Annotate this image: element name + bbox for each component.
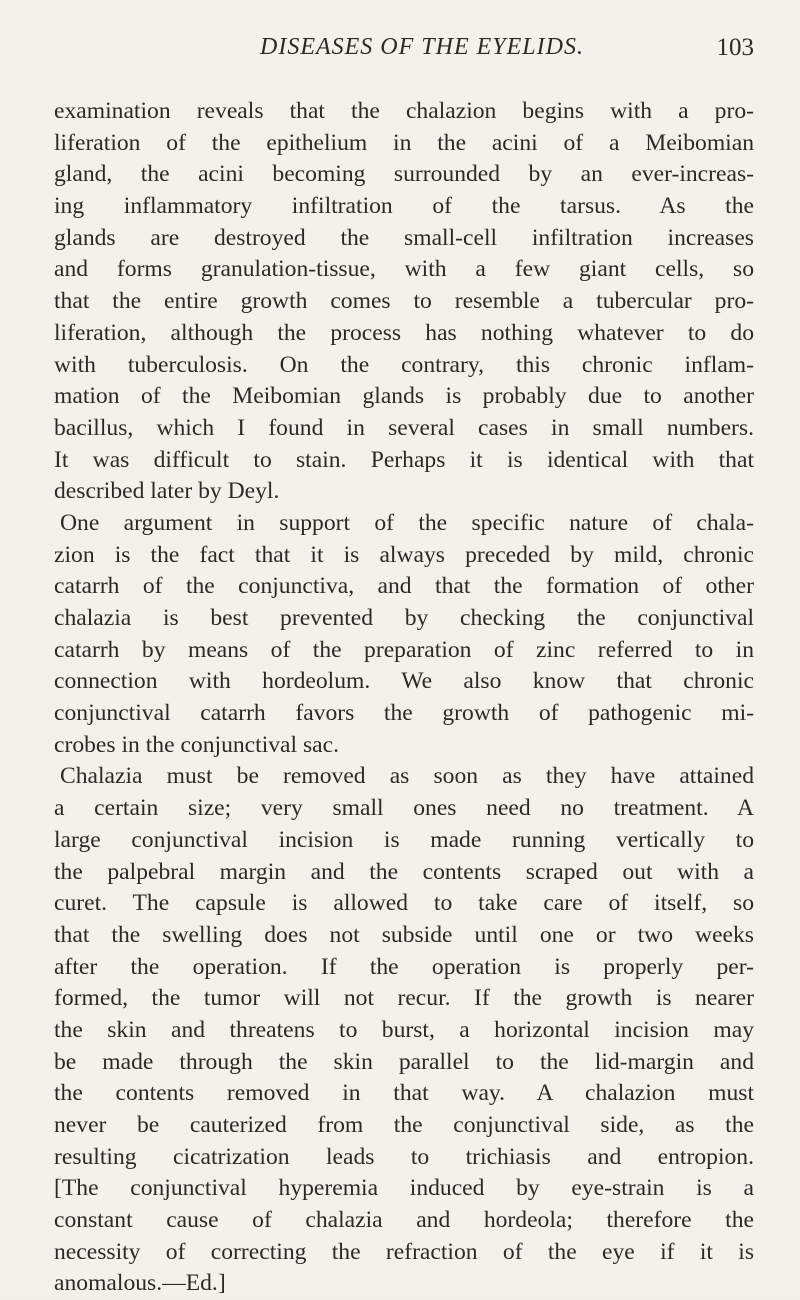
text-line: catarrh by means of the preparation of zinc referred to in xyxy=(54,636,754,663)
body-text xyxy=(54,96,754,1300)
text-line: mation of the Meibomian glands is probably due to another xyxy=(54,383,754,410)
page-number: 103 xyxy=(716,34,754,61)
text-line: One argument in support of the specific nature of chala- xyxy=(60,509,754,536)
text-line: glands are destroyed the small-cell infiltration increases xyxy=(54,224,754,251)
text-line: gland, the acini becoming surrounded by an ever-increas- xyxy=(54,161,754,188)
text-line: described later by Deyl. xyxy=(54,478,280,505)
running-head xyxy=(54,34,754,68)
text-line: a certain size; very small ones need no treatment. A xyxy=(54,795,754,822)
text-line: never be cauterized from the conjunctival side, as the xyxy=(54,1112,754,1138)
text-line: formed, the tumor will not recur. If the growth is nearer xyxy=(54,985,754,1012)
text-line: liferation of the epithelium in the acini of a Meibomian xyxy=(54,129,754,156)
text-line: catarrh of the conjunctiva, and that the formation of other xyxy=(54,573,754,600)
text-line: after the operation. If the operation is properly per- xyxy=(54,953,754,980)
text-line: the skin and threatens to burst, a horizontal incision may xyxy=(54,1016,754,1043)
text-line: that the swelling does not subside until one or two weeks xyxy=(54,921,754,948)
text-line: examination reveals that the chalazion begins with a pro- xyxy=(54,98,754,124)
text-line: be made through the skin parallel to the lid-margin and xyxy=(54,1048,754,1075)
running-title: DISEASES OF THE EYELIDS. xyxy=(260,34,584,60)
text-line: bacillus, which I found in several cases in small numbers. xyxy=(54,414,754,441)
text-line: liferation, although the process has nothing whatever to do xyxy=(54,319,754,346)
text-line: the contents removed in that way. A chalazion must xyxy=(54,1080,754,1107)
text-line: anomalous.—Ed.] xyxy=(54,1270,226,1297)
text-line: constant cause of chalazia and hordeola; therefore the xyxy=(54,1207,754,1234)
text-line: conjunctival catarrh favors the growth of pathogenic mi- xyxy=(54,700,754,727)
text-line: chalazia is best prevented by checking the conjunctival xyxy=(54,605,754,631)
text-line: large conjunctival incision is made running vertically to xyxy=(54,826,754,853)
text-line: curet. The capsule is allowed to take care of itself, so xyxy=(54,890,754,917)
text-line: Chalazia must be removed as soon as they have attained xyxy=(60,763,754,790)
text-line: ing inflammatory infiltration of the tarsus. As the xyxy=(54,193,754,220)
text-line: resulting cicatrization leads to trichiasis and entropion. xyxy=(54,1143,754,1170)
text-line: connection with hordeolum. We also know that chronic xyxy=(54,668,754,695)
text-line: necessity of correcting the refraction of the eye if it is xyxy=(54,1238,754,1265)
text-line: zion is the fact that it is always preceded by mild, chronic xyxy=(54,541,754,568)
text-line: with tuberculosis. On the contrary, this chronic inflam- xyxy=(54,351,754,378)
text-line: that the entire growth comes to resemble a tubercular pro- xyxy=(54,288,754,315)
text-line: It was difficult to stain. Perhaps it is identical with that xyxy=(54,446,754,473)
text-line: and forms granulation-tissue, with a few giant cells, so xyxy=(54,256,754,283)
text-line: the palpebral margin and the contents scraped out with a xyxy=(54,858,754,885)
text-line: crobes in the conjunctival sac. xyxy=(54,731,339,758)
text-line: [The conjunctival hyperemia induced by eye-strain is a xyxy=(54,1175,754,1202)
